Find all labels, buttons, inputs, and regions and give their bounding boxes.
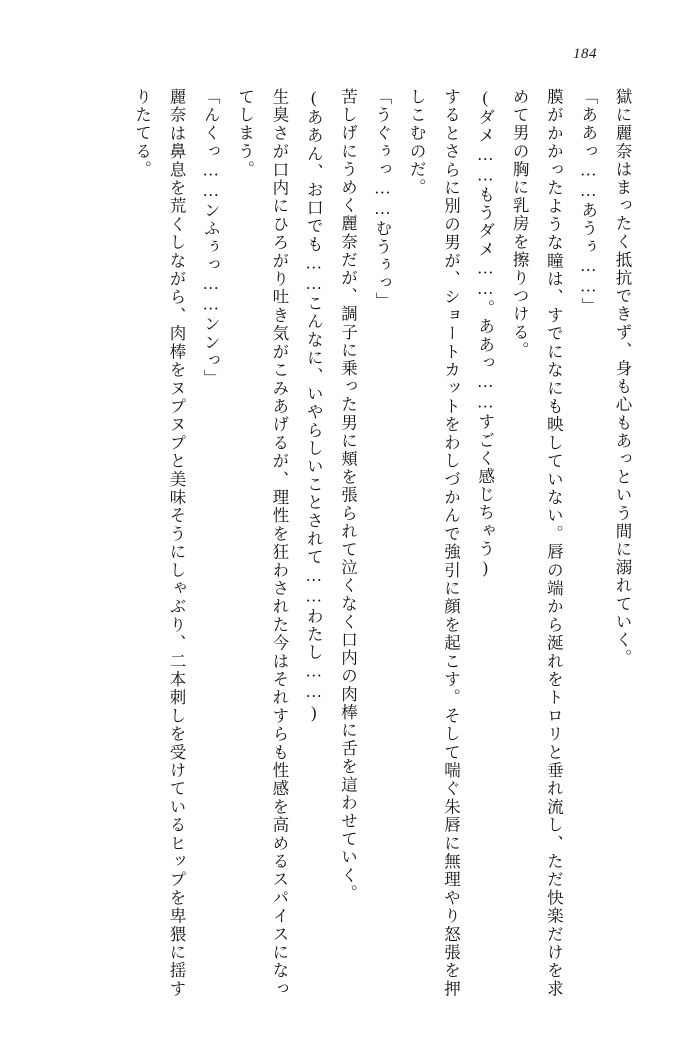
- paragraph: 生臭さが口内にひろがり吐き気がこみあげるが、理性を狂わされた今はそれすらも性感を高めるスパイスになってしまう。: [235, 88, 289, 998]
- paragraph-with-ruby: [124, 88, 193, 998]
- paragraph: 「んくっ……ンふぅっ……ンンっ」: [201, 88, 221, 388]
- paragraph: するとさらに別の男が、ショートカットをわしづかんで強引に顔を起こす。そして喘ぐ朱唇に無理やり怒張を押しこむのだ。: [407, 88, 461, 998]
- paragraph: 「ああっ……あうぅ……」: [578, 88, 598, 316]
- paragraph-text-part: 麗奈は鼻息を荒くしながら、肉棒をヌプヌプと美味そうにしゃぶり、二本刺しを受けているヒップを卑猥に揺すりたてる。: [132, 88, 186, 998]
- paragraph: (ダメ……もうダメ……。ああっ……すごく感じちゃう): [475, 88, 495, 579]
- page-number: 184: [573, 46, 597, 62]
- paragraph: 「うぐぅっ……むうぅっ」: [372, 88, 392, 311]
- paragraph: 獄に麗奈はまったく抵抗できず、身も心もあっという間に溺れていく。: [613, 88, 632, 668]
- paragraph: 苦しげにうめく麗奈だが、調子に乗った男に頬を張られて泣くなく口内の肉棒に舌を這わせていく。: [338, 88, 358, 903]
- paragraph: (ああん、お口でも……こんなに、いやらしいことされて……わたし……): [304, 88, 324, 724]
- paragraph: 膜がかかったような瞳は、すでになにも映していない。唇の端から涎れをトロリと垂れ流し、ただ快楽だけを求めて男の胸に乳房を擦りつける。: [510, 88, 564, 998]
- page-text-body: [58, 88, 639, 998]
